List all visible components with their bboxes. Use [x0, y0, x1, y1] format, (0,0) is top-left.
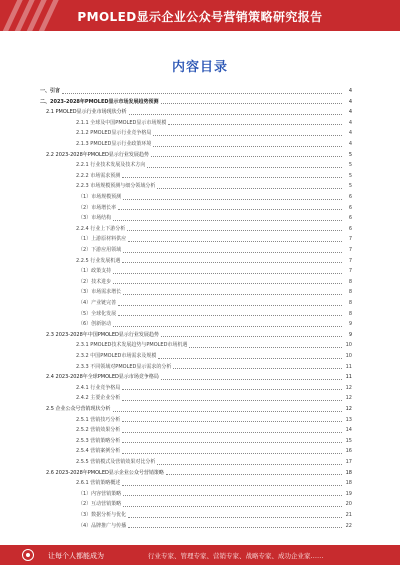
- toc-leader: [168, 124, 342, 125]
- toc-page-number: 4: [348, 119, 352, 126]
- toc-page-number: 18: [345, 480, 352, 487]
- toc-entry-title: 2.3.2 中国PMOLED市场需求及规模: [76, 353, 157, 359]
- toc-entry[interactable]: [40, 160, 352, 170]
- toc-entry[interactable]: [40, 468, 352, 478]
- toc-entry-title: 2.3 2023-2028年中国PMOLED显示行业发展趋势: [46, 331, 159, 338]
- toc-page-number: 19: [345, 490, 352, 497]
- toc-entry[interactable]: [40, 309, 352, 319]
- toc-entry-title: （5）全球化发展: [78, 310, 117, 317]
- toc-leader: [127, 230, 342, 231]
- toc-entry-title: 2.4.2 主要企业分析: [76, 395, 121, 402]
- toc-entry-title: （3）市场需求增长: [78, 289, 122, 296]
- toc-page-number: 20: [345, 501, 352, 508]
- toc-leader: [118, 305, 342, 306]
- toc-entry-title: 2.1.1 全球及中国PMOLED显示市场规模: [76, 119, 167, 126]
- toc-page-number: 13: [345, 416, 352, 423]
- toc-entry[interactable]: [40, 118, 352, 128]
- toc-leader: [122, 400, 342, 401]
- toc-entry-title: 2.1 PMOLED显示行业市场现状分析: [46, 109, 127, 116]
- toc-entry-title: 2.5.3 营销策略分析: [76, 437, 121, 444]
- toc-leader: [122, 442, 342, 443]
- toc-entry-title: 二、2023-2028年PMOLED显示市场发展趋势预测: [40, 98, 159, 105]
- toc-entry[interactable]: [40, 107, 352, 117]
- toc-leader: [123, 506, 342, 507]
- toc-page-number: 5: [348, 151, 352, 158]
- toc-entry[interactable]: [40, 256, 352, 266]
- toc-page-number: 4: [348, 98, 352, 105]
- toc-entry[interactable]: [40, 97, 352, 107]
- toc-entry[interactable]: [40, 298, 352, 308]
- toc-entry-title: （3）数据分析与优化: [78, 512, 127, 518]
- toc-leader: [161, 103, 342, 104]
- toc-entry[interactable]: [40, 521, 352, 531]
- toc-entry-title: 2.6.1 营销策略概述: [76, 480, 121, 487]
- toc-entry-title: （2）下游应用领域: [78, 247, 122, 253]
- toc-page-number: 8: [348, 278, 352, 285]
- toc-entry[interactable]: [40, 319, 352, 329]
- toc-entry[interactable]: [40, 128, 352, 138]
- toc-entry[interactable]: [40, 457, 352, 467]
- toc-page-number: 7: [348, 257, 352, 264]
- toc-entry[interactable]: [40, 181, 352, 191]
- toc-entry-title: （1）市场规模预测: [78, 194, 122, 200]
- toc-page-number: 8: [348, 310, 352, 317]
- toc-page-number: 5: [348, 162, 352, 169]
- toc-entry[interactable]: [40, 393, 352, 403]
- logo-icon: [22, 549, 34, 561]
- toc-entry-title: 2.2.4 行业上下游分析: [76, 225, 126, 232]
- toc-entry[interactable]: [40, 446, 352, 456]
- toc-leader: [123, 294, 342, 295]
- toc-leader: [113, 411, 342, 412]
- toc-leader: [129, 114, 342, 115]
- toc-entry-title: （2）技术进步: [78, 278, 112, 285]
- toc-page-number: 16: [345, 448, 352, 455]
- toc-page-number: 7: [348, 236, 352, 243]
- toc-leader: [166, 474, 342, 475]
- toc-page-number: 5: [348, 172, 352, 179]
- toc-entry[interactable]: [40, 330, 352, 340]
- report-title: PMOLED显示企业公众号营销策略研究报告: [77, 10, 323, 24]
- toc-page-number: 6: [348, 194, 352, 200]
- toc-page-number: 6: [348, 215, 352, 222]
- footer-tagline: 行业专家、管理专家、营销专家、战略专家、成功企业家……: [148, 552, 324, 560]
- toc-entry[interactable]: [40, 277, 352, 287]
- toc-leader: [161, 336, 342, 337]
- toc-entry-title: 2.3.1 PMOLED技术发展趋势与PMOLED市场机遇: [76, 342, 188, 349]
- toc-leader: [113, 273, 342, 274]
- toc-entry-title: 2.2 2023-2028年PMOLED显示行业发展趋势: [46, 151, 149, 158]
- footer-bar: [0, 545, 400, 565]
- toc-leader: [153, 135, 342, 136]
- toc-entry[interactable]: [40, 436, 352, 446]
- toc-page-number: 9: [348, 321, 352, 328]
- toc-leader: [118, 209, 342, 210]
- toc-leader: [161, 379, 342, 380]
- toc-entry[interactable]: [40, 287, 352, 297]
- toc-leader: [147, 167, 342, 168]
- footer-slogan: 让每个人都能成为: [48, 552, 104, 560]
- toc-entry[interactable]: [40, 224, 352, 234]
- toc-entry[interactable]: [40, 245, 352, 255]
- toc-page-number: 17: [345, 459, 352, 465]
- toc-page-number: 9: [348, 331, 352, 338]
- toc-page-number: 4: [348, 130, 352, 137]
- toc-entry[interactable]: [40, 150, 352, 160]
- toc-entry[interactable]: [40, 510, 352, 520]
- toc-leader: [122, 485, 342, 486]
- toc-entry-title: （3）市场结构: [78, 215, 112, 222]
- toc-page-number: 12: [345, 406, 352, 412]
- toc-entry[interactable]: [40, 192, 352, 202]
- toc-page-number: 15: [345, 437, 352, 444]
- toc-entry-title: 2.1.3 PMOLED显示行业政策环境: [76, 141, 152, 147]
- toc-leader: [128, 517, 342, 518]
- toc-page-number: 8: [348, 300, 352, 306]
- toc-entry[interactable]: [40, 139, 352, 149]
- toc-entry[interactable]: [40, 404, 352, 414]
- toc-page-number: 4: [348, 141, 352, 147]
- toc-entry-title: 2.2.3 市场规模预测与细分领域分析: [76, 183, 156, 190]
- toc-page-number: 6: [348, 225, 352, 232]
- toc-entry-title: （1）上游原材料供应: [78, 236, 127, 243]
- toc-leader: [122, 262, 342, 263]
- toc-leader: [157, 188, 342, 189]
- toc-leader: [122, 432, 342, 433]
- toc-entry[interactable]: [40, 266, 352, 276]
- toc-entry-title: 2.5.1 营销技巧分析: [76, 416, 121, 423]
- toc-entry-title: 2.4.1 行业竞争格局: [76, 384, 121, 391]
- toc-leader: [123, 252, 342, 253]
- toc-leader: [113, 220, 342, 221]
- toc-entry-title: （2）互动营销策略: [78, 501, 122, 508]
- toc-page-number: 7: [348, 247, 352, 253]
- toc-entry-title: （2）市场增长率: [78, 204, 117, 211]
- toc-entry[interactable]: [40, 415, 352, 425]
- toc-page-number: 6: [348, 204, 352, 211]
- toc-page-number: 4: [348, 88, 352, 94]
- toc-page-number: 10: [345, 353, 352, 359]
- toc-entry-title: 2.2.2 市场需求预测: [76, 172, 121, 179]
- toc-leader: [128, 527, 342, 528]
- toc-leader: [118, 315, 342, 316]
- toc-page-number: 5: [348, 183, 352, 190]
- toc-leader: [173, 368, 342, 369]
- toc-leader: [113, 326, 342, 327]
- toc-page-number: 4: [348, 109, 352, 116]
- toc-entry[interactable]: [40, 372, 352, 382]
- toc-leader: [62, 93, 342, 94]
- toc-entry-title: 2.2.1 行业技术发展及技术方向: [76, 162, 146, 169]
- toc-page-number: 8: [348, 289, 352, 296]
- toc-entry[interactable]: [40, 499, 352, 509]
- toc-entry[interactable]: [40, 362, 352, 372]
- toc-entry-title: 2.1.2 PMOLED显示行业竞争格局: [76, 130, 152, 137]
- toc-page-number: 11: [345, 363, 352, 370]
- toc-entry[interactable]: [40, 489, 352, 499]
- toc-page-number: 12: [345, 384, 352, 391]
- toc-page-number: 10: [345, 342, 352, 349]
- toc-entry-title: （4）品牌推广与传播: [78, 522, 127, 529]
- toc-title: 内容目录: [171, 60, 228, 75]
- toc-page-number: 22: [345, 522, 352, 529]
- toc-page-number: 7: [348, 268, 352, 275]
- toc-entry-title: 2.4 2023-2028年全球PMOLED显示市场竞争格局: [46, 374, 159, 381]
- toc-leader: [123, 199, 342, 200]
- toc-entry[interactable]: [40, 86, 352, 96]
- toc-entry-title: 2.5.2 营销效果分析: [76, 427, 121, 434]
- toc-entry-title: 2.5.5 营销模式及营销效果对比分析: [76, 459, 156, 465]
- toc-page-number: 21: [345, 512, 352, 518]
- toc-entry-title: 2.6 2023-2028年PMOLED显示企业公众号营销策略: [46, 469, 164, 476]
- toc-entry-title: 2.5.4 营销案例分析: [76, 448, 121, 455]
- toc-leader: [157, 464, 342, 465]
- toc-entry[interactable]: [40, 213, 352, 223]
- toc-entry[interactable]: [40, 171, 352, 181]
- toc-leader: [128, 241, 342, 242]
- toc-leader: [113, 283, 342, 284]
- toc-entry-title: （4）产业链完善: [78, 300, 117, 306]
- toc-entry[interactable]: [40, 351, 352, 361]
- toc-entry-title: （1）内容营销策略: [78, 490, 122, 497]
- toc-entry-title: 一、引言: [40, 88, 61, 94]
- toc-entry-title: （1）政策支持: [78, 268, 112, 275]
- report-header: [0, 0, 400, 31]
- toc-entry-title: 2.5 企业公众号营销现状分析: [46, 406, 111, 412]
- toc-leader: [122, 177, 342, 178]
- toc-leader: [123, 495, 342, 496]
- toc-page-number: 11: [345, 374, 352, 381]
- toc-leader: [122, 453, 342, 454]
- toc-page-number: 18: [345, 469, 352, 476]
- toc-leader: [189, 347, 342, 348]
- toc-leader: [153, 146, 342, 147]
- toc-page-number: 12: [345, 395, 352, 402]
- toc-entry[interactable]: [40, 425, 352, 435]
- toc-leader: [158, 358, 342, 359]
- toc-page-number: 14: [345, 427, 352, 434]
- toc-entry[interactable]: [40, 478, 352, 488]
- toc-entry-title: 2.3.3 不同领域对PMOLED显示需求的分析: [76, 363, 172, 370]
- toc-entry-title: （6）创新驱动: [78, 321, 112, 328]
- toc-leader: [122, 421, 342, 422]
- toc-entry[interactable]: [40, 340, 352, 350]
- toc-entry-title: 2.2.5 行业发展机遇: [76, 257, 121, 264]
- toc-entry[interactable]: [40, 203, 352, 213]
- toc-entry[interactable]: [40, 383, 352, 393]
- toc-entry[interactable]: [40, 234, 352, 244]
- toc-leader: [122, 389, 342, 390]
- toc-leader: [151, 156, 342, 157]
